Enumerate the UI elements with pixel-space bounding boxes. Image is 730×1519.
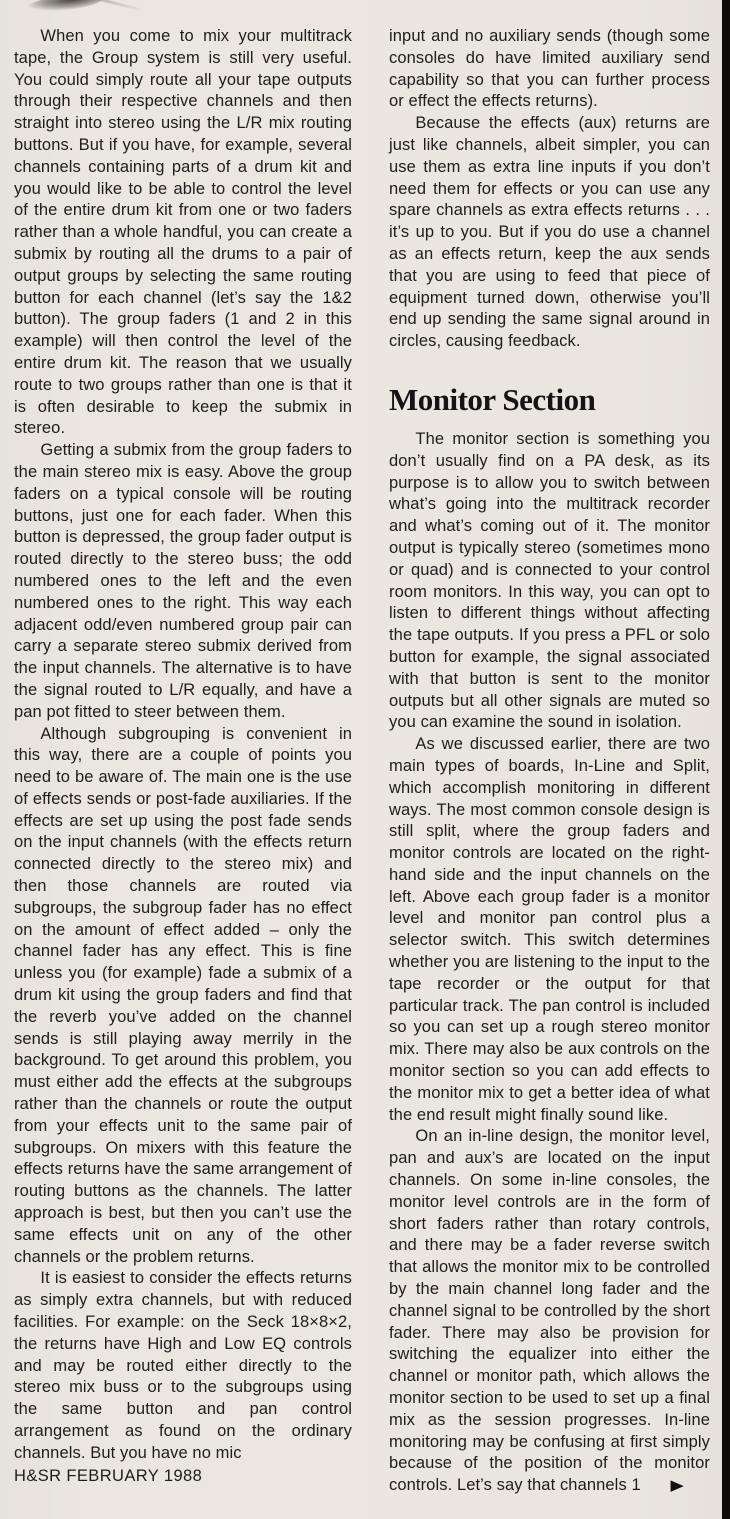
right-column <box>389 26 710 1497</box>
paragraph-text: On an in-line design, the monitor level, pan and aux’s are located on the input channels. On some in-line consoles, the monitor level controls are in the form of short faders rather than rotary controls, and there may be a fader reverse switch that allows the monitor mix to be controlled by the main channel long fader and the channel signal to be controlled by the short fader. There may also be provision for switching the equalizer into either the channel or monitor path, which allows the monitor section to be used to set up a final mix as the session progresses. In-line monitoring may be confusing at first simply because of the position of the monitor controls. Let’s say that channels 1 <box>389 1127 710 1495</box>
paragraph: The monitor section is something you don’t usually find on a PA desk, as its purpose is to allow you to switch between what’s going into the multitrack recorder and what’s coming out of it. The monitor output is typically stereo (sometimes mono or quad) and is connected to your control room monitors. In this way, you can opt to listen to different things without affecting the tape outputs. If you press a PFL or solo button for example, the signal associated with that button is sent to the monitor outputs but all other signals are muted so you can examine the sound in isolation. <box>389 429 710 732</box>
paragraph: Because the effects (aux) returns are just like channels, albeit simpler, you can use them as extra line inputs if you don’t need them for effects or you can use any spare channels as extra effects returns . . . it’s up to you. But if you do use a channel as an effects return, keep the aux sends that you are using to feed that piece of equipment turned down, otherwise you’ll end up sending the same signal around in circles, causing feedback. <box>389 114 710 351</box>
paragraph: Although subgrouping is convenient in this way, there are a couple of points you need to be aware of. The main one is the use of effects sends or post-fade auxiliaries. If the effects are set up using the post fade sends on the input channels (with the effects return connected directly to the stereo mix) and then those channels are routed via subgroups, the subgroup fader has no effect on the amount of effect added – only the channel fader has any effect. This is fine unless you (for example) fade a submix of a drum kit using the group faders and find that the reverb you’ve added on the channel sends is still playing away merrily in the background. To get around this problem, you must either add the effects at the subgroups rather than the channels or route the output from your effects unit to the same pair of subgroups. On mixers with this feature the effects returns have the same arrangement of routing buttons as the channels. The latter approach is best, but then you can’t use the same effects unit on any of the other channels or the problem returns. <box>14 724 352 1266</box>
left-column <box>14 26 352 1497</box>
page-footer: H&SR FEBRUARY 1988 <box>14 1466 203 1485</box>
paragraph: When you come to mix your multitrack tape, the Group system is still very useful. You could simply route all your tape outputs through their respective channels and then straight into stereo using the L/R mix routing buttons. But if you have, for example, several channels containing parts of a drum kit and you would like to be able to control the level of the entire drum kit from one or two faders rather than a whole handful, you can create a submix by routing all the drums to a pair of output groups by selecting the same routing button for each channel (let’s say the 1&2 button). The group faders (1 and 2 in this example) will then control the level of the entire drum kit. The reason that we usually route to two groups rather than one is that it is often desirable to keep the submix in stereo. <box>14 27 352 438</box>
section-heading: Monitor Section <box>389 381 596 417</box>
paragraph: It is easiest to consider the effects returns as simply extra channels, but with reduced facilities. For example: on the Seck 18×8×2, the returns have High and Low EQ controls and may be routed either directly to the stereo mix buss or to the subgroups using the same button and pan control arrangement as found on the ordinary channels. But you have no mic <box>14 1269 352 1462</box>
paragraph: As we discussed earlier, there are two main types of boards, In-Line and Split, which accomplish monitoring in different ways. The most common console design is still split, where the group faders and monitor controls are located on the right-hand side and the input channels on the left. Above each group fader is a monitor level and monitor pan control plus a selector switch. This switch determines whether you are listening to the input to the tape recorder or the output for that particular track. The pan control is included so you can set up a rough stereo monitor mix. There may also be aux controls on the monitor section so you can add effects to the monitor mix to get a better idea of what the end result might finally sound like. <box>389 735 710 1124</box>
paragraph <box>389 1126 710 1497</box>
paragraph: Getting a submix from the group faders to the main stereo mix is easy. Above the group faders on a typical console will be routing buttons, just one for each fader. When this button is depressed, the group fader output is routed directly to the stereo buss; the odd numbered ones to the left and the even numbered ones to the right. This way each adjacent odd/even numbered group pair can carry a separate stereo submix derived from the input channels. The alternative is to have the signal routed to L/R equally, and have a pan pot fitted to steer between them. <box>14 441 352 721</box>
continuation-arrow-icon: ▶ <box>670 1477 684 1495</box>
scan-artifact-edge-strip <box>722 0 730 1519</box>
paragraph: input and no auxiliary sends (though some consoles do have limited auxiliary send capability so that you can further process or effect the effects returns). <box>389 27 710 111</box>
